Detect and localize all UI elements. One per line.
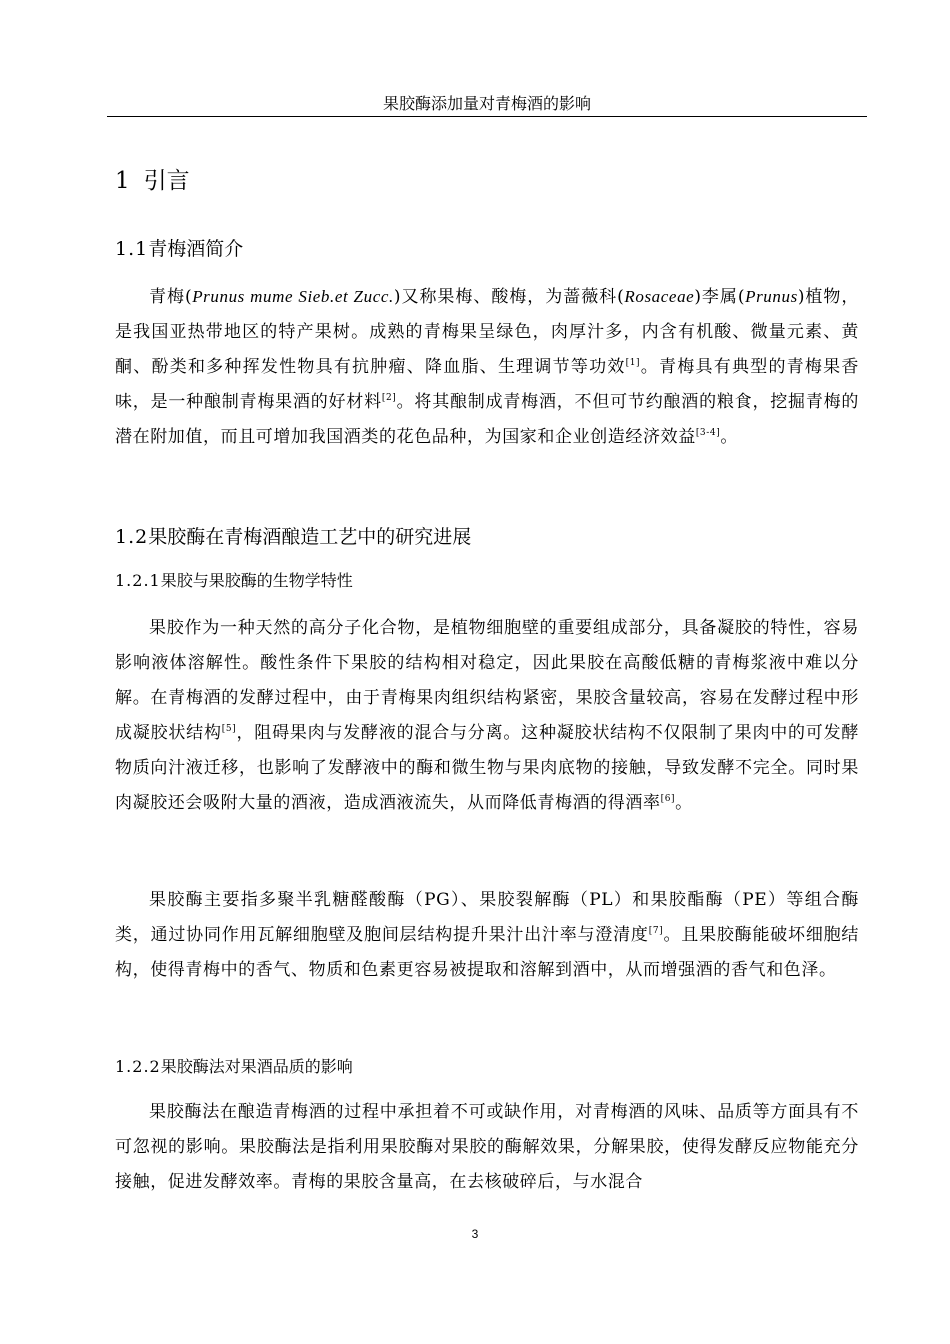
section-heading-1-2-1 <box>115 570 353 592</box>
header-rule <box>107 116 867 117</box>
running-header: 果胶酶添加量对青梅酒的影响 <box>382 94 591 113</box>
section-number: 1.2.2 <box>115 1057 161 1076</box>
citation: [2] <box>381 393 397 403</box>
paragraph-pectin-properties: 果胶作为一种天然的高分子化合物，是植物细胞壁的重要组成部分，具备凝胶的特性，容易影响液体溶解性。酸性条件下果胶的结构相对稳定，因此果胶在高酸低糖的青梅浆液中难以分解。在青梅酒的发酵过程中，由于青梅果肉组织结构紧密，果胶含量较高，容易在发酵过程中形成凝胶状结构[5]，阻碍果肉与发酵液的混合与分离。这种凝胶状结构不仅限制了果肉中的可发酵物质向汁液迁移，也影响了发酵液中的酶和微生物与果肉底物的接触，导致发酵不完全。同时果肉凝胶还会吸附大量的酒液，造成酒液流失，从而降低青梅酒的得酒率[6]。 <box>115 618 859 813</box>
section-heading-1-2-2 <box>115 1056 353 1078</box>
section-number: 1 <box>115 168 130 194</box>
section-number: 1.1 <box>115 238 149 260</box>
section-title: 果胶酶在青梅酒酿造工艺中的研究进展 <box>148 526 472 548</box>
section-title: 果胶酶法对果酒品质的影响 <box>160 1057 353 1076</box>
section-heading-1-2 <box>115 524 471 550</box>
section-heading-1 <box>115 166 190 196</box>
section-title: 果胶与果胶酶的生物学特性 <box>160 571 353 590</box>
scientific-name: Prunus mume Sieb.et Zucc. <box>192 287 394 306</box>
section-title: 青梅酒简介 <box>148 238 244 260</box>
paragraph-pectinase-types: 果胶酶主要指多聚半乳糖醛酸酶（PG）、果胶裂解酶（PL）和果胶酯酶（PE）等组合酶类，通过协同作用瓦解细胞壁及胞间层结构提升果汁出汁率与澄清度[7]。且果胶酶能破坏细胞结构，使得青梅中的香气、物质和色素更容易被提取和溶解到酒中，从而增强酒的香气和色泽。 <box>115 890 859 980</box>
page-number: 3 <box>471 1227 479 1241</box>
genus-name: Prunus <box>745 287 798 306</box>
section-title: 引言 <box>143 168 190 194</box>
citation: [7] <box>648 926 664 936</box>
section-heading-1-1 <box>115 236 243 262</box>
citation: [1] <box>625 358 641 368</box>
paragraph-qingmei-intro: 青梅(Prunus mume Sieb.et Zucc.)又称果梅、酸梅，为蔷薇科(Rosaceae)李属(Prunus)植物，是我国亚热带地区的特产果树。成熟的青梅果呈绿色，肉厚汁多，内含有机酸、微量元素、黄酮、酚类和多种挥发性物具有抗肿瘤、降血脂、生理调节等功效[1]。青梅具有典型的青梅果香味，是一种酿制青梅果酒的好材料[2]。将其酿制成青梅酒，不但可节约酿酒的粮食，挖掘青梅的潜在附加值，而且可增加我国酒类的花色品种，为国家和企业创造经济效益[3-4]。 <box>115 287 860 447</box>
citation: [5] <box>221 724 237 734</box>
family-name: Rosaceae <box>624 287 695 306</box>
citation: [3-4] <box>695 428 721 438</box>
paragraph-pectinase-method: 果胶酶法在酿造青梅酒的过程中承担着不可或缺作用，对青梅酒的风味、品质等方面具有不可忽视的影响。果胶酶法是指利用果胶酶对果胶的酶解效果，分解果胶，使得发酵反应物能充分接触，促进发酵效率。青梅的果胶含量高，在去核破碎后，与水混合 <box>115 1102 859 1192</box>
citation: [6] <box>660 794 676 804</box>
section-number: 1.2 <box>115 526 149 548</box>
section-number: 1.2.1 <box>115 571 161 590</box>
